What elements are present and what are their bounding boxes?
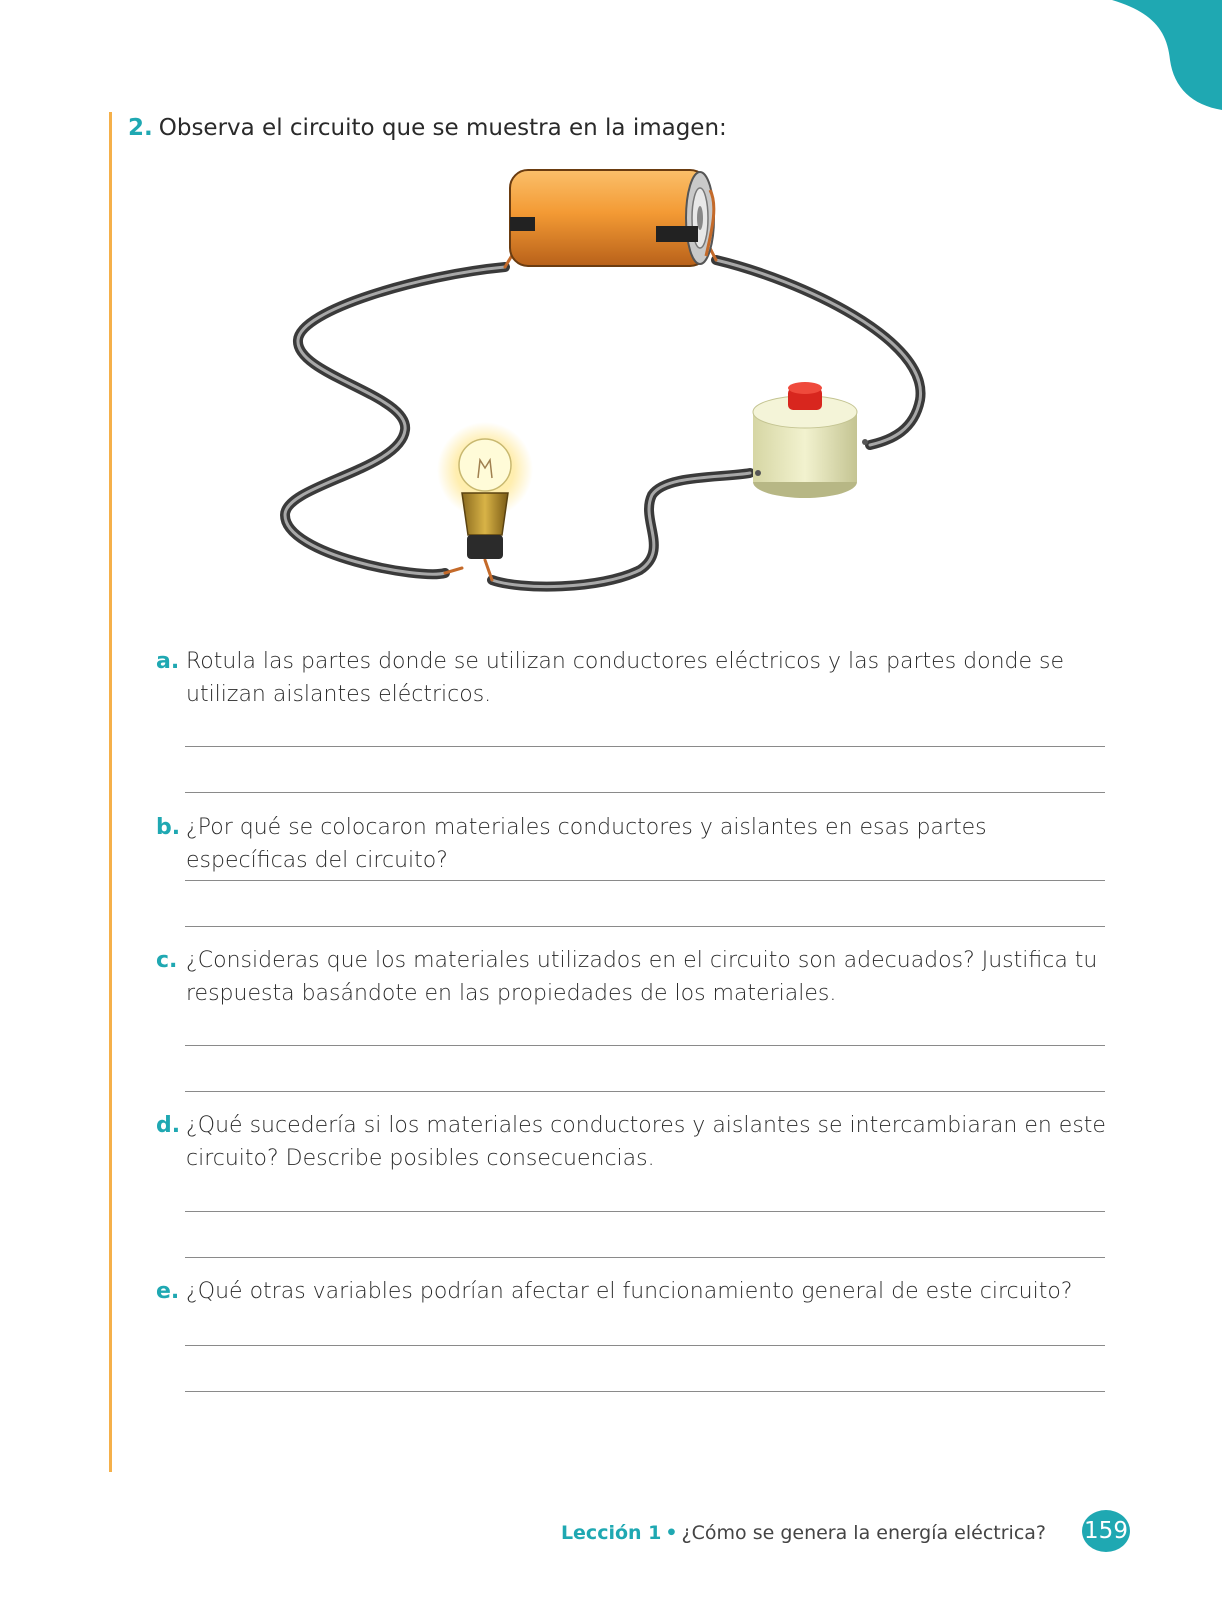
item-text: ¿Consideras que los materiales utilizados en el circuito son adecuados? Justifica tu respuesta basándote en las propiedades de los materiales. (186, 948, 1098, 1006)
answer-line[interactable] (185, 880, 1105, 881)
battery (510, 170, 714, 266)
question-number: 2. (128, 115, 153, 141)
lesson-subtitle: ¿Cómo se genera la energía eléctrica? (681, 1522, 1046, 1544)
question-item-b (156, 811, 1106, 877)
page-footer (561, 1519, 1046, 1547)
switch (753, 382, 868, 498)
answer-line[interactable] (185, 1211, 1105, 1212)
answer-line[interactable] (185, 746, 1105, 747)
lesson-label: Lección 1 (560, 1522, 662, 1544)
item-letter: b. (156, 815, 181, 840)
question-title (128, 112, 727, 144)
question-item-e (156, 1275, 1106, 1308)
answer-line[interactable] (185, 1345, 1105, 1346)
corner-decoration (1112, 0, 1222, 120)
answer-line[interactable] (185, 1045, 1105, 1046)
item-text: ¿Qué otras variables podrían afectar el funcionamiento general de este circuito? (186, 1279, 1073, 1304)
page-number: 159 (1082, 1510, 1130, 1552)
item-text: ¿Por qué se colocaron materiales conductores y aislantes en esas partes específicas del circuito? (186, 815, 987, 873)
answer-line[interactable] (185, 1091, 1105, 1092)
footer-separator: • (665, 1522, 678, 1544)
answer-line[interactable] (185, 792, 1105, 793)
item-letter: c. (156, 948, 178, 973)
answer-line[interactable] (185, 1257, 1105, 1258)
item-letter: e. (156, 1279, 180, 1304)
item-text: ¿Qué sucedería si los materiales conductores y aislantes se intercambiaran en este circuito? Describe posibles consecuencias. (186, 1113, 1106, 1171)
question-item-d (156, 1109, 1106, 1175)
question-item-a (156, 645, 1106, 711)
margin-rule (109, 112, 112, 1472)
item-letter: d. (156, 1113, 181, 1138)
item-text: Rotula las partes donde se utilizan conductores eléctricos y las partes donde se utilizan aislantes eléctricos. (186, 649, 1065, 707)
question-item-c (156, 944, 1106, 1010)
question-prompt: Observa el circuito que se muestra en la imagen: (158, 115, 727, 141)
item-letter: a. (156, 649, 180, 674)
light-bulb (437, 422, 533, 559)
circuit-illustration (280, 160, 940, 620)
answer-line[interactable] (185, 926, 1105, 927)
answer-line[interactable] (185, 1391, 1105, 1392)
